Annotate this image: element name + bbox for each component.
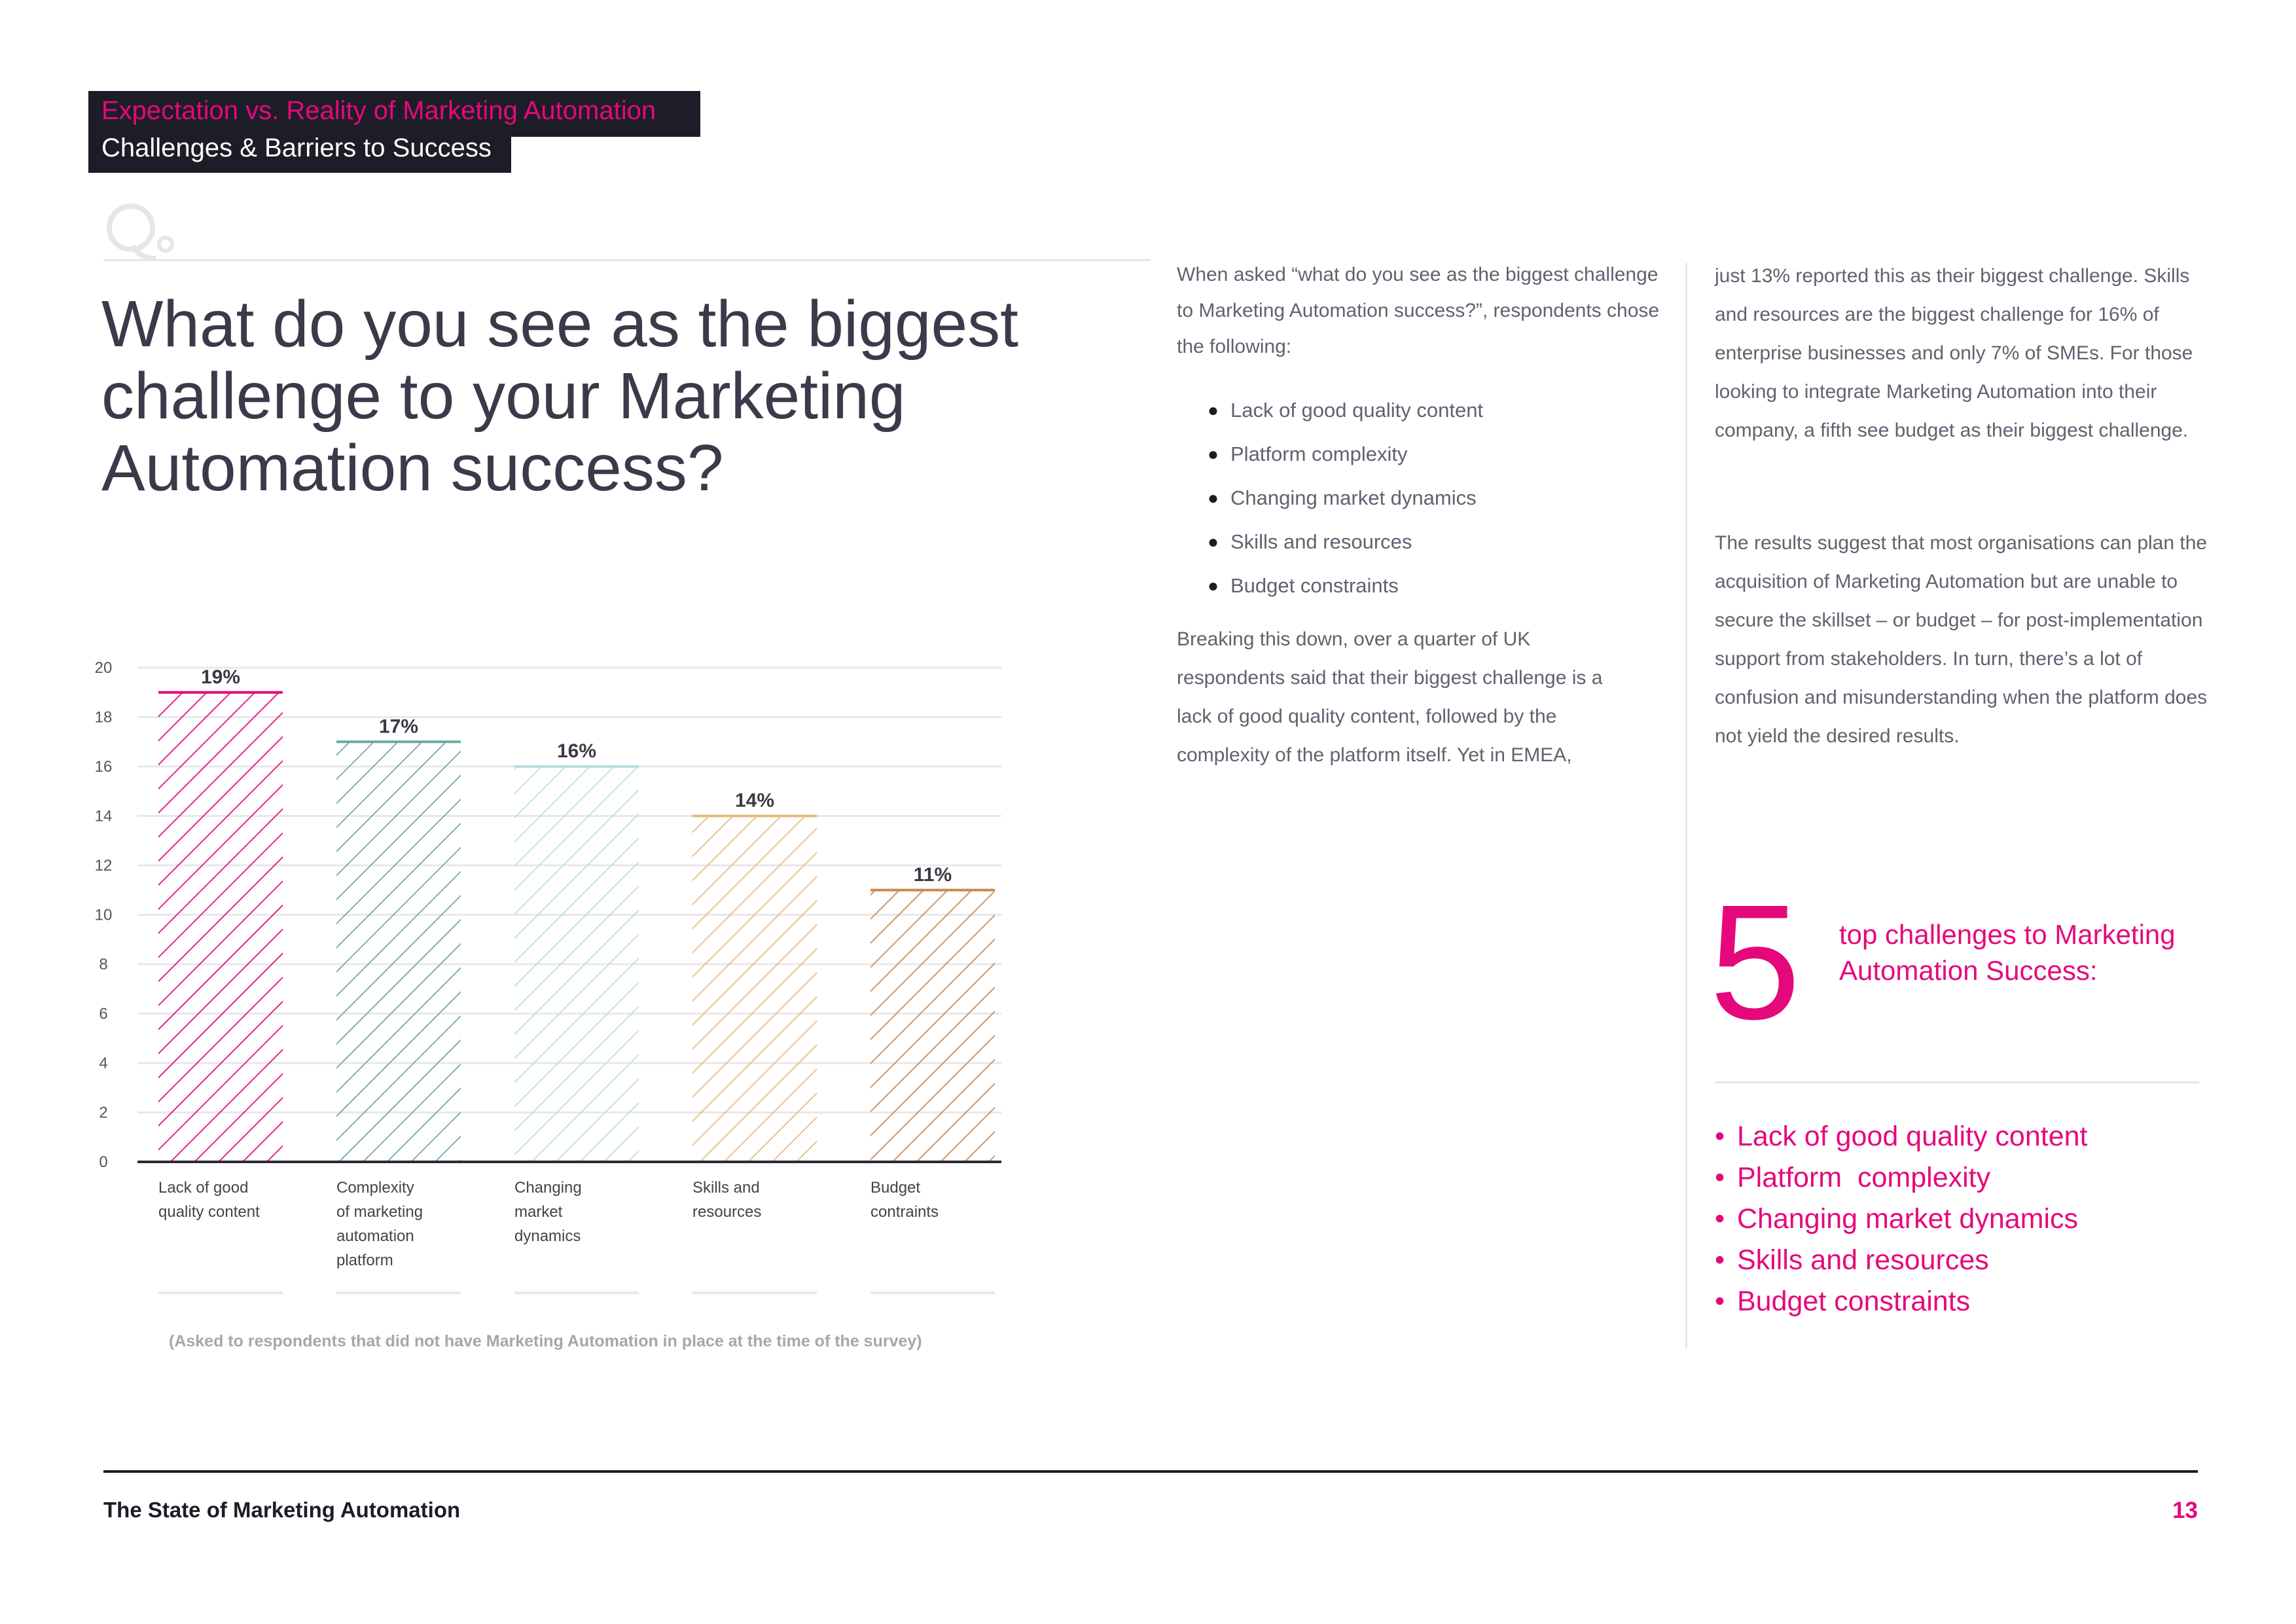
bullet-icon: •: [1715, 1203, 1725, 1235]
list-item: • Skills and resources: [1715, 1240, 2087, 1281]
y-tick-label: 4: [99, 1055, 108, 1072]
column-divider: [1685, 263, 1687, 1348]
bullet-icon: ●: [1208, 575, 1219, 596]
bar: [692, 816, 817, 1163]
x-tick-label: Complexity: [336, 1179, 414, 1197]
list-item: • Platform complexity: [1715, 1157, 2087, 1199]
big-number: 5: [1710, 871, 1801, 1053]
bullet-icon: ●: [1208, 532, 1219, 552]
y-tick-label: 12: [94, 857, 113, 875]
list-item: • Lack of good quality content: [1715, 1116, 2087, 1157]
y-tick-label: 2: [99, 1104, 108, 1122]
bar: [514, 767, 639, 1162]
list-item: ● Budget constraints: [1230, 564, 1662, 607]
report-title: The State of Marketing Automation: [103, 1498, 461, 1522]
challenges-bar-chart: [85, 645, 1014, 1316]
section-title: Expectation vs. Reality of Marketing Automation: [101, 96, 656, 125]
data-label: 19%: [200, 666, 241, 688]
big-number-caption: top challenges to Marketing Automation Success:: [1839, 919, 2176, 986]
breakdown-paragraph: Breaking this down, over a quarter of UK respondents said that their biggest challenge is a lack of good quality content, followed by the complexity of the platform itself. Yet in EMEA,: [1177, 628, 1603, 766]
x-tick-label: automation: [336, 1227, 414, 1245]
subsection-tag: [88, 130, 511, 173]
intro-paragraph: When asked “what do you see as the biggest challenge to Marketing Automation success?”, respondents chose the following:: [1177, 264, 1660, 357]
chart-footnote: (Asked to respondents that did not have Marketing Automation in place at the time of the survey): [169, 1332, 922, 1350]
y-tick-label: 6: [99, 1005, 108, 1023]
data-label: 16%: [556, 740, 597, 762]
bullet-icon: •: [1715, 1286, 1725, 1317]
chart-svg: [85, 645, 1014, 1316]
bullet-icon: ●: [1208, 400, 1219, 420]
y-tick-label: 0: [99, 1153, 108, 1171]
y-tick-label: 20: [94, 659, 113, 677]
x-tick-label: of marketing: [336, 1203, 423, 1221]
footer-divider: [103, 1470, 2198, 1473]
x-tick-label: platform: [336, 1252, 393, 1269]
top-challenges-list: [1715, 1116, 2087, 1322]
x-tick-label: market: [514, 1203, 563, 1221]
y-tick-label: 8: [99, 956, 108, 973]
x-tick-label: quality content: [158, 1203, 260, 1221]
data-label: 17%: [378, 715, 419, 738]
x-tick-label: contraints: [870, 1203, 939, 1221]
list-item: ● Skills and resources: [1230, 520, 1662, 564]
list-item: ● Platform complexity: [1230, 432, 1662, 476]
bullet-icon: •: [1715, 1244, 1725, 1276]
subsection-title: Challenges & Barriers to Success: [101, 134, 492, 162]
x-tick-label: resources: [692, 1203, 762, 1221]
x-tick-label: Skills and: [692, 1179, 760, 1197]
x-tick-label: Lack of good: [158, 1179, 249, 1197]
bullet-icon: ●: [1208, 444, 1219, 464]
y-tick-label: 16: [94, 758, 113, 776]
question-heading: What do you see as the biggest challenge to your Marketing Automation success?: [101, 287, 1018, 505]
bullet-icon: ●: [1208, 488, 1219, 508]
bullet-icon: •: [1715, 1121, 1725, 1152]
list-item: • Budget constraints: [1715, 1281, 2087, 1322]
x-tick-label: Changing: [514, 1179, 582, 1197]
list-item: ● Lack of good quality content: [1230, 388, 1662, 432]
bar: [870, 890, 995, 1162]
list-item: ● Changing market dynamics: [1230, 476, 1662, 520]
page-number: 13: [2172, 1498, 2198, 1523]
x-tick-label: dynamics: [514, 1227, 581, 1245]
challenge-bullet-list: [1208, 388, 1662, 607]
data-label: 11%: [913, 863, 952, 886]
data-label: 14%: [734, 789, 775, 812]
callout-divider: [1715, 1081, 2199, 1083]
bar: [336, 742, 461, 1162]
x-tick-label: Budget: [870, 1179, 921, 1197]
y-tick-label: 10: [94, 906, 113, 924]
bar: [158, 693, 283, 1162]
results-paragraph: The results suggest that most organisations can plan the acquisition of Marketing Automation but are unable to secure the skillset – or budget – for post-implementation support from stakeholders. In turn, there’s a lot of confusion and misunderstanding when the platform does not yield the desired results.: [1715, 532, 2208, 747]
continuation-paragraph: just 13% reported this as their biggest challenge. Skills and resources are the biggest challenge for 16% of enterprise businesses and only 7% of SMEs. For those looking to integrate Marketing Automation into their company, a fifth see budget as their biggest challenge.: [1715, 265, 2193, 441]
list-item: • Changing market dynamics: [1715, 1199, 2087, 1240]
y-tick-label: 18: [94, 708, 113, 727]
y-tick-label: 14: [94, 807, 113, 825]
bullet-icon: •: [1715, 1162, 1725, 1193]
question-divider: [103, 259, 1151, 261]
